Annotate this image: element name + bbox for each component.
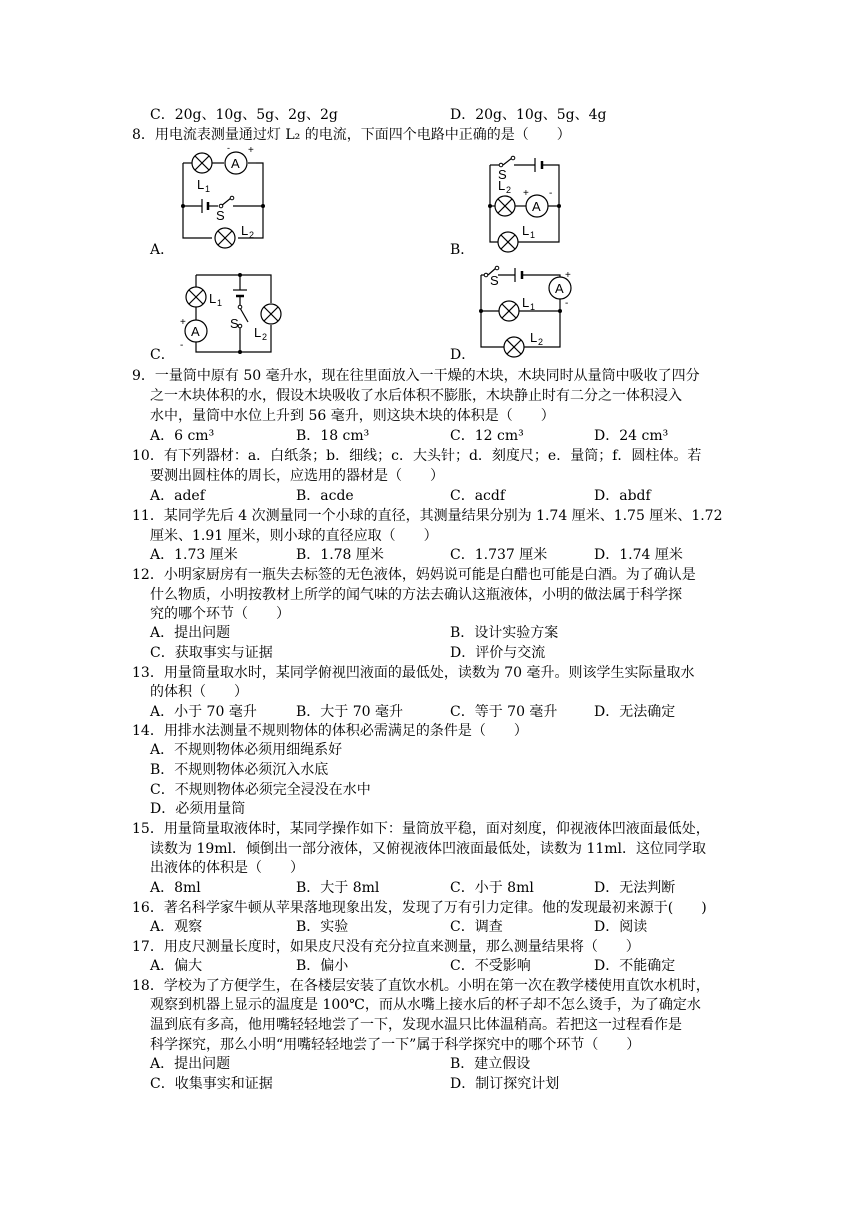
q8-stem: 8．用电流表测量通过灯 L₂ 的电流，下面四个电路中正确的是（ ）	[132, 127, 571, 143]
q18-option-a: A．提出问题	[150, 1056, 231, 1072]
q11-line-2: 厘米、1.91 厘米，则小球的直径应取（ ）	[150, 528, 438, 544]
svg-text:1: 1	[530, 230, 536, 240]
q14-option-c: C．不规则物体必须完全浸没在水中	[150, 782, 371, 798]
q14-option-a: A．不规则物体必须用细绳系好	[150, 742, 343, 758]
q11-option-a: A．1.73 厘米	[150, 547, 238, 563]
q11-option-c: C．1.737 厘米	[450, 547, 548, 563]
q13-option-d: D．无法确定	[594, 704, 676, 720]
q12-option-d: D．评价与交流	[450, 645, 546, 661]
svg-text:1: 1	[530, 302, 536, 312]
q10-line-2: 要测出圆柱体的周长，应选用的器材是（ ）	[150, 468, 444, 484]
svg-text:L: L	[530, 330, 538, 345]
svg-text:L: L	[522, 295, 530, 310]
q14-option-d: D．必须用量筒	[150, 801, 246, 817]
q7-option-d: D．20g、10g、5g、4g	[450, 107, 607, 123]
q11-option-d: D．1.74 厘米	[594, 547, 683, 563]
svg-text:2: 2	[262, 332, 268, 342]
q16-option-c: C．调查	[450, 919, 503, 935]
svg-text:+: +	[523, 188, 529, 199]
svg-text:2: 2	[538, 337, 544, 347]
q17-option-a: A．偏大	[150, 958, 203, 974]
q17-option-c: C．不受影响	[450, 958, 531, 974]
q12-option-a: A．提出问题	[150, 625, 231, 641]
q13-option-b: B．大于 70 毫升	[296, 704, 404, 720]
q13-line-2: 的体积（ ）	[150, 684, 248, 700]
svg-text:L: L	[241, 223, 249, 238]
q9-option-c: C．12 cm³	[450, 428, 524, 444]
q12-line-2: 什么物质，小明按教材上所学的闻气味的方法去确认这瓶液体，小明的做法属于科学探	[150, 587, 682, 603]
q9-line-1: 9．一量筒中原有 50 毫升水，现在往里面放入一干燥的木块，木块同时从量筒中吸收了四分	[132, 368, 700, 384]
circuit-diagram-d	[478, 262, 578, 362]
svg-text:S: S	[230, 316, 239, 331]
q10-option-b: B．acde	[296, 488, 354, 504]
svg-text:+: +	[248, 145, 254, 156]
q18-line-2: 观察到机器上显示的温度是 100℃，而从水嘴上接水后的杯子却不怎么烫手，为了确定水	[150, 997, 701, 1013]
svg-text:L: L	[254, 325, 262, 340]
q15-line-1: 15．用量筒量取液体时，某同学操作如下：量筒放平稳，面对刻度，仰视液体凹液面最低处，	[132, 821, 710, 837]
q15-option-b: B．大于 8ml	[296, 880, 380, 896]
svg-text:S: S	[498, 167, 507, 182]
q8-option-a-label: A．	[150, 242, 175, 258]
q17-option-b: B．偏小	[296, 958, 349, 974]
q10-option-a: A．adef	[150, 488, 205, 504]
q16-option-d: D．阅读	[594, 919, 648, 935]
q12-line-3: 究的哪个环节（ ）	[150, 606, 290, 622]
svg-text:S: S	[216, 208, 225, 223]
svg-text:-: -	[180, 340, 184, 351]
q16-option-b: B．实验	[296, 919, 349, 935]
circuit-diagram-b	[490, 150, 580, 250]
svg-text:-: -	[227, 143, 230, 153]
svg-text:2: 2	[506, 185, 512, 195]
q12-option-b: B．设计实验方案	[450, 625, 559, 641]
q18-line-1: 18．学校为了方便学生，在各楼层安装了直饮水机。小明在第一次在教学楼使用直饮水机时，	[132, 978, 710, 994]
q9-line-2: 之一木块体积的水，假设木块吸收了水后体积不膨胀，木块静止时有二分之一体积浸入	[150, 388, 682, 404]
svg-text:L: L	[498, 178, 506, 193]
q13-option-a: A．小于 70 毫升	[150, 704, 257, 720]
q15-option-a: A．8ml	[150, 880, 201, 896]
svg-text:L: L	[197, 177, 205, 192]
q18-line-3: 温到底有多高，他用嘴轻轻地尝了一下，发现水温只比体温稍高。若把这一过程看作是	[150, 1017, 682, 1033]
q12-option-c: C．获取事实与证据	[150, 645, 273, 661]
q8-option-b-label: B．	[450, 242, 475, 258]
q14-line-1: 14．用排水法测量不规则物体的体积必需满足的条件是（ ）	[132, 723, 528, 739]
svg-text:L: L	[209, 291, 217, 306]
svg-text:A: A	[555, 281, 564, 296]
q12-line-1: 12．小明家厨房有一瓶失去标签的无色液体，妈妈说可能是白醋也可能是白酒。为了确认是	[132, 567, 696, 583]
q9-option-a: A．6 cm³	[150, 428, 215, 444]
q9-option-b: B．18 cm³	[296, 428, 370, 444]
svg-text:A: A	[532, 199, 541, 214]
q10-option-d: D．abdf	[594, 488, 651, 504]
svg-text:L: L	[522, 223, 530, 238]
q18-option-d: D．制订探究计划	[450, 1076, 560, 1092]
q18-line-4: 科学探究，那么小明“用嘴轻轻地尝了一下”属于科学探究中的哪个环节（ ）	[150, 1037, 641, 1053]
q8-option-d-label: D．	[450, 347, 476, 363]
q11-line-1: 11．某同学先后 4 次测量同一个小球的直径，其测量结果分别为 1.74 厘米、1.75 厘米、1.72	[132, 508, 723, 524]
q18-option-b: B．建立假设	[450, 1056, 531, 1072]
circuit-diagram-a	[175, 143, 275, 248]
q13-line-1: 13．用量筒量取水时，某同学俯视凹液面的最低处，读数为 70 毫升。则该学生实际量取水	[132, 665, 695, 681]
q18-option-c: C．收集事实和证据	[150, 1076, 273, 1092]
svg-text:2: 2	[249, 230, 255, 240]
q10-option-c: C．acdf	[450, 488, 506, 504]
ammeter-label: A	[231, 156, 240, 171]
q9-line-3: 水中，量筒中水位上升到 56 毫升，则这块木块的体积是（ ）	[150, 408, 555, 424]
svg-text:-: -	[549, 188, 553, 199]
q13-option-c: C．等于 70 毫升	[450, 704, 558, 720]
q16-option-a: A．观察	[150, 919, 203, 935]
q11-option-b: B．1.78 厘米	[296, 547, 384, 563]
q7-option-c: C．20g、10g、5g、2g、2g	[150, 107, 338, 123]
q15-option-d: D．无法判断	[594, 880, 676, 896]
q9-option-d: D．24 cm³	[594, 428, 669, 444]
q8-option-c-label: C．	[150, 347, 175, 363]
q15-line-3: 出液体的体积是（ ）	[150, 860, 304, 876]
q17-option-d: D．不能确定	[594, 958, 676, 974]
svg-text:-: -	[565, 298, 569, 309]
q10-line-1: 10．有下列器材：a．白纸条；b．细线；c．大头针；d．刻度尺；e．量筒；f．圆柱体。若	[132, 448, 702, 464]
q17-line-1: 17．用皮尺测量长度时，如果皮尺没有充分拉直来测量，那么测量结果将（ ）	[132, 939, 640, 955]
svg-text:1: 1	[217, 298, 223, 308]
svg-text:S: S	[490, 273, 499, 288]
svg-text:+: +	[565, 270, 571, 281]
svg-text:A: A	[191, 324, 200, 339]
q15-option-c: C．小于 8ml	[450, 880, 534, 896]
svg-text:1: 1	[205, 184, 211, 194]
q16-line-1: 16．著名科学家牛顿从苹果落地现象出发，发现了万有引力定律。他的发现最初来源于( )	[132, 900, 707, 916]
svg-text:+: +	[180, 317, 186, 328]
q15-line-2: 读数为 19ml．倾倒出一部分液体，又俯视液体凹液面最低处，读数为 11ml．这位同学取	[150, 841, 707, 857]
circuit-diagram-c	[178, 270, 288, 360]
q14-option-b: B．不规则物体必须沉入水底	[150, 762, 329, 778]
